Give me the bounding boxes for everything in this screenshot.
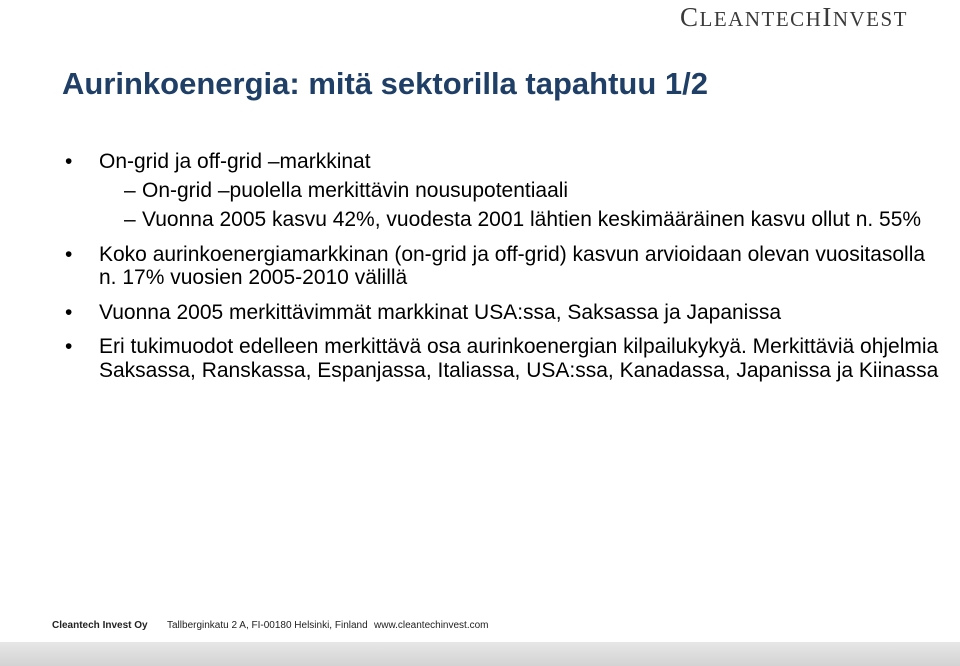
company-logo: [680, 2, 908, 33]
bullet-market-growth-forecast: • Koko aurinkoenergiamarkkinan (on-grid ja off-grid) kasvun arvioidaan olevan vuositasolla n. 17% vuosien 2005-2010 välillä: [62, 243, 942, 290]
logo-word-invest: NVEST: [832, 7, 908, 31]
bullet-on-off-grid: • On-grid ja off-grid –markkinat: [62, 150, 942, 174]
logo-word-cleantech: LEANTECH: [699, 7, 823, 31]
footer-company: Cleantech Invest Oy: [52, 620, 148, 631]
footer-website: www.cleantechinvest.com: [374, 620, 489, 631]
sub-bullet-growth-2005: – Vuonna 2005 kasvu 42%, vuodesta 2001 lähtien keskimääräinen kasvu ollut n. 55%: [62, 208, 942, 232]
footer-bar: [0, 642, 960, 666]
bullet-support-programs: • Eri tukimuodot edelleen merkittävä osa aurinkoenergian kilpailukykyä. Merkittäviä ohjelmia Saksassa, Ranskassa, Espanjassa, Italiassa, USA:ssa, Kanadassa, Japanissa ja Kiinassa: [62, 335, 942, 382]
bullet-largest-markets: • Vuonna 2005 merkittävimmät markkinat USA:ssa, Saksassa ja Japanissa: [62, 301, 942, 325]
footer-address: Tallberginkatu 2 A, FI-00180 Helsinki, Finland: [167, 620, 368, 631]
slide-title: Aurinkoenergia: mitä sektorilla tapahtuu 1/2: [62, 66, 708, 101]
logo-initial-c: C: [679, 2, 700, 32]
bullet-list: [62, 150, 942, 393]
sub-bullet-on-grid-potential: – On-grid –puolella merkittävin nousupotentiaali: [62, 179, 942, 203]
logo-initial-i: I: [822, 2, 833, 32]
